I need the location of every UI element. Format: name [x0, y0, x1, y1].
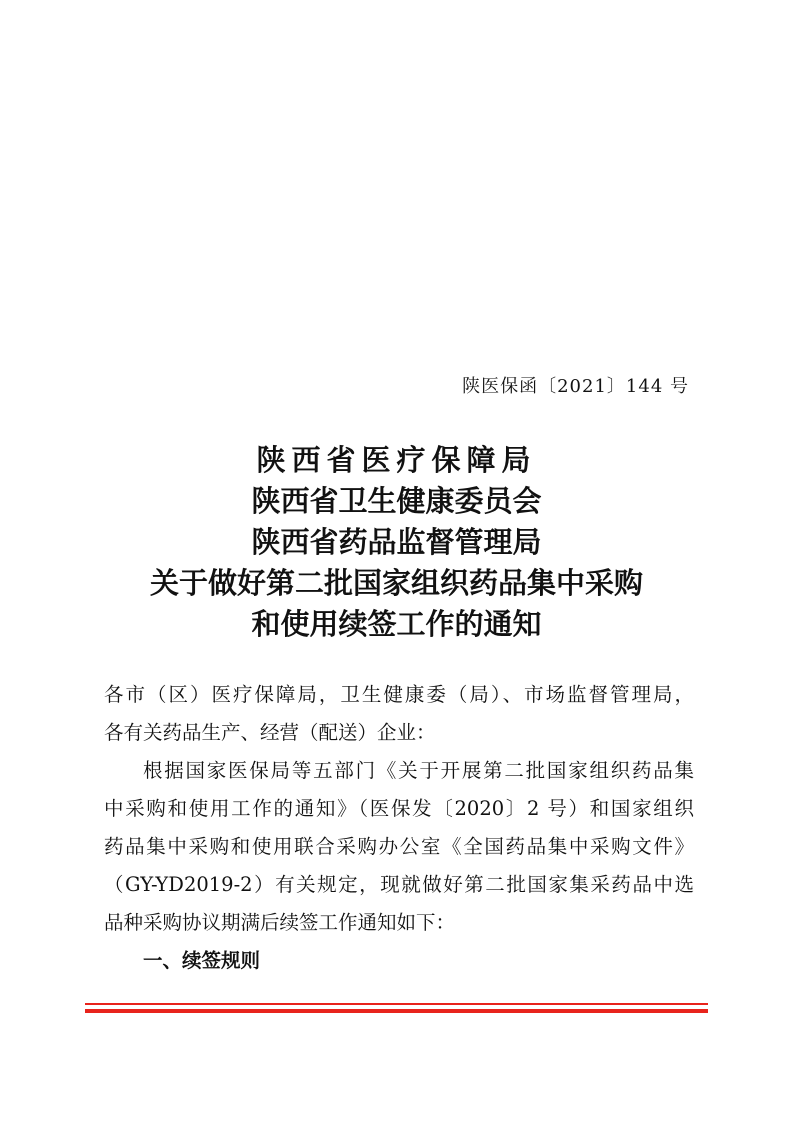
paragraph-line: 中采购和使用工作的通知》（医保发〔2020〕2 号）和国家组织 — [104, 797, 694, 820]
paragraph-line: 根据国家医保局等五部门《关于开展第二批国家组织药品集 — [143, 759, 694, 782]
body-paragraph — [104, 752, 694, 942]
red-rule-thin — [85, 1003, 708, 1005]
title-line-issuer-2: 陕西省卫生健康委员会 — [251, 484, 542, 518]
section-heading: 一、续签规则 — [143, 949, 261, 972]
document-number: 陕医保函〔2021〕144 号 — [462, 376, 689, 397]
paragraph-line: （GY-YD2019-2）有关规定，现就做好第二批国家集采药品中选 — [104, 873, 694, 896]
document-body — [104, 676, 694, 980]
title-line-subject-2: 和使用续签工作的通知 — [251, 607, 542, 641]
title-line-subject-1: 关于做好第二批国家组织药品集中采购 — [149, 566, 643, 600]
salutation — [104, 676, 694, 752]
paragraph-line: 药品集中采购和使用联合采购办公室《全国药品集中采购文件》 — [104, 835, 694, 858]
paragraph-line: 品种采购协议期满后续签工作通知如下： — [104, 911, 456, 934]
title-line-issuer-1: 陕西省医疗保障局 — [256, 443, 537, 477]
salutation-line: 各有关药品生产、经营（配送）企业： — [104, 721, 436, 744]
title-line-issuer-3: 陕西省药品监督管理局 — [251, 525, 542, 559]
red-rule-thick — [85, 1009, 708, 1013]
document-title — [0, 440, 793, 645]
salutation-line: 各市（区）医疗保障局，卫生健康委（局）、市场监督管理局， — [104, 683, 694, 706]
